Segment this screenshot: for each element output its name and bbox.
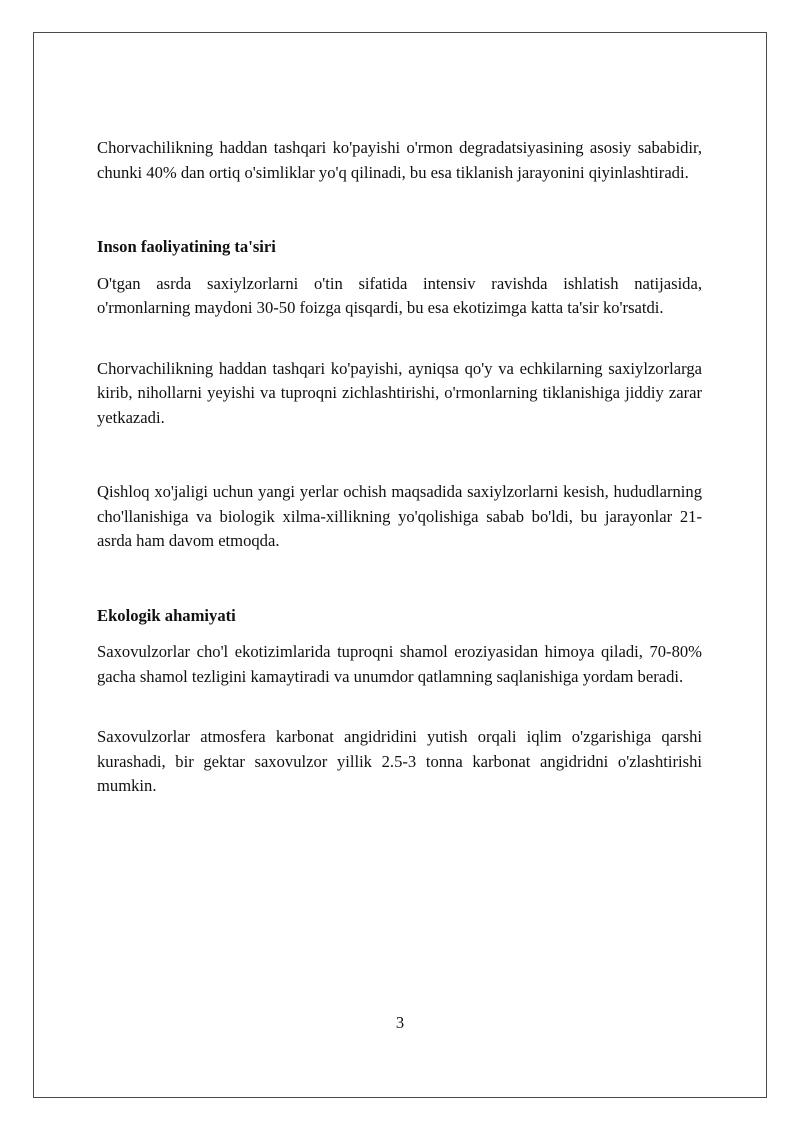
paragraph-overgrazing-degradation: Chorvachilikning haddan tashqari ko'payishi o'rmon degradatsiyasining asosiy sababidir, chunki 40% dan ortiq o'simliklar yo'q qilinadi, bu esa tiklanish jarayonini qiyinlashtiradi. bbox=[97, 138, 702, 182]
section-heading-human-impact: Inson faoliyatining ta'siri bbox=[97, 237, 276, 256]
page-content bbox=[97, 136, 702, 799]
paragraph-firewood-use: O'tgan asrda saxiylzorlarni o'tin sifatida intensiv ravishda ishlatish natijasida, o'rmonlarning maydoni 30-50 foizga qisqardi, bu esa ekotizimga katta ta'sir ko'rsatdi. bbox=[97, 273, 702, 317]
paragraph-carbon-absorption: Saxovulzorlar atmosfera karbonat angidridini yutish orqali iqlim o'zgarishiga qarshi kurashadi, bir gektar saxovulzor yillik 2.5-3 tonna karbonat angidridni o'zlashtirishi mumkin. bbox=[97, 727, 702, 795]
paragraph-soil-protection: Saxovulzorlar cho'l ekotizimlarida tuproqni shamol eroziyasidan himoya qiladi, 70-80% gacha shamol tezligini kamaytiradi va unumdor qatlamning saqlanishiga yordam beradi. bbox=[97, 642, 702, 686]
section-heading-ecological-importance: Ekologik ahamiyati bbox=[97, 605, 236, 625]
paragraph-land-clearing: Qishloq xo'jaligi uchun yangi yerlar ochish maqsadida saxiylzorlarni kesish, hududlarning cho'llanishiga va biologik xilma-xillikning yo'qolishiga sabab bo'ldi, bu jarayonlar 21-asrda ham davom etmoqda. bbox=[97, 482, 702, 550]
page-number: 3 bbox=[395, 1013, 405, 1032]
paragraph-livestock-damage: Chorvachilikning haddan tashqari ko'payishi, ayniqsa qo'y va echkilarning saxiylzorlarga kirib, nihollarni yeyishi va tuproqni zichlashtirishi, o'rmonlarning tiklanishiga jiddiy zarar yetkazadi. bbox=[97, 358, 702, 427]
